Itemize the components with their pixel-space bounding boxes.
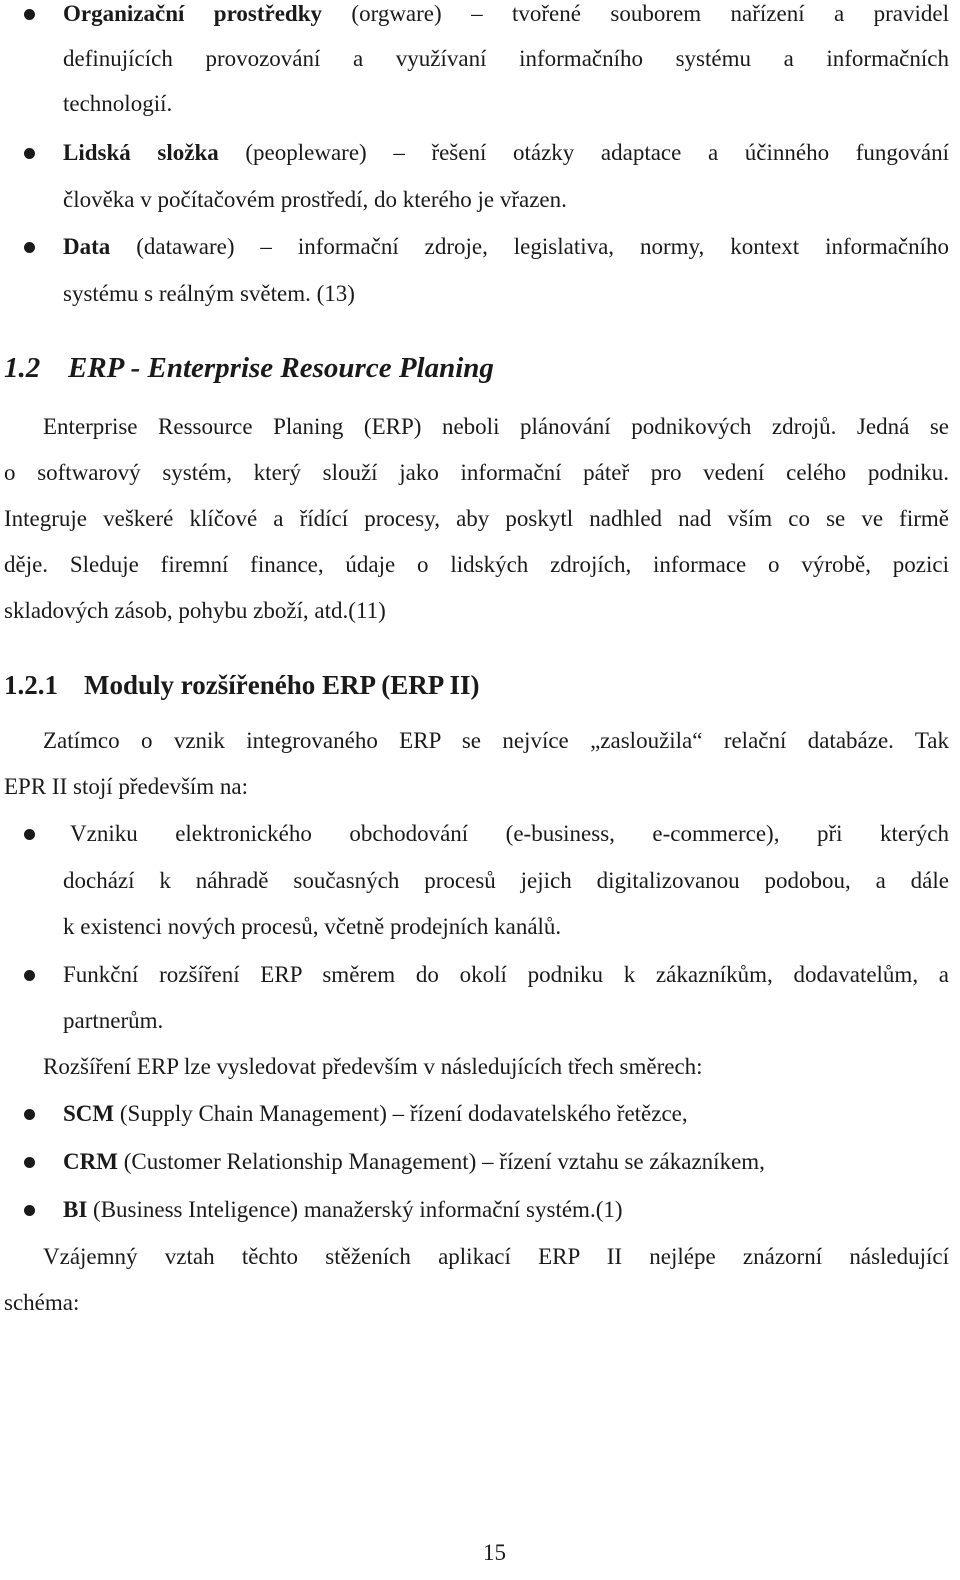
paragraph-line: Enterprise Ressource Planing (ERP) neboli plánování podnikových zdrojů. Jedná se xyxy=(43,414,949,439)
directions-intro: Rozšíření ERP lze vysledovat především v následujících třech směrech: xyxy=(43,1054,703,1079)
section-heading-1-2: 1.2 ERP - Enterprise Resource Planing xyxy=(4,352,494,384)
paragraph-line: skladových zásob, pohybu zboží, atd.(11) xyxy=(4,598,386,623)
paragraph-line: Zatímco o vznik integrovaného ERP se nejvíce „zasloužila“ relační databáze. Tak xyxy=(43,728,949,753)
bullet-extension-line-2: partnerům. xyxy=(63,1008,164,1033)
direction-bi: BI (Business Inteligence) manažerský informační systém.(1) xyxy=(63,1197,623,1222)
bullet-orgware-line-2: definujících provozování a využívaní informačního systému a informačních xyxy=(63,46,949,71)
page-number: 15 xyxy=(483,1540,506,1565)
bullet-orgware-line-3: technologií. xyxy=(63,91,173,116)
bullet-dot xyxy=(24,1157,35,1168)
direction-crm: CRM (Customer Relationship Management) – řízení vztahu se zákazníkem, xyxy=(63,1149,765,1174)
bullet-peopleware-line-2: člověka v počítačovém prostředí, do kterého je vřazen. xyxy=(63,187,567,212)
paragraph-line: EPR II stojí především na: xyxy=(4,774,249,799)
paragraph-line: schéma: xyxy=(4,1290,80,1315)
bullet-dot xyxy=(24,148,35,159)
bullet-dot xyxy=(24,1109,35,1120)
bullet-ebusiness-line-2: dochází k náhradě současných procesů jejich digitalizovanou podobou, a dále xyxy=(63,868,949,893)
bullet-dot xyxy=(24,829,35,840)
bullet-dot xyxy=(24,1205,35,1216)
bullet-data-line-2: systému s reálným světem. (13) xyxy=(63,281,355,306)
paragraph-line: o softwarový systém, který slouží jako informační páteř pro vedení celého podniku. xyxy=(4,460,949,485)
paragraph-line: Vzájemný vztah těchto stěženích aplikací ERP II nejlépe znázorní následující xyxy=(43,1244,949,1269)
paragraph-line: děje. Sleduje firemní finance, údaje o lidských zdrojích, informace o výrobě, pozici xyxy=(4,552,949,577)
direction-scm: SCM (Supply Chain Management) – řízení dodavatelského řetězce, xyxy=(63,1101,688,1126)
bullet-dot xyxy=(24,970,35,981)
bullet-ebusiness-line-3: k existenci nových procesů, včetně prodejních kanálů. xyxy=(63,914,562,939)
bullet-data-line-1: Data (dataware) – informační zdroje, legislativa, normy, kontext informačního xyxy=(63,234,949,259)
bullet-dot xyxy=(24,242,35,253)
bullet-ebusiness-line-1: Vzniku elektronického obchodování (e-business, e-commerce), při kterých xyxy=(70,821,949,846)
bullet-extension-line-1: Funkční rozšíření ERP směrem do okolí podniku k zákazníkům, dodavatelům, a xyxy=(63,962,949,987)
section-heading-1-2-1: 1.2.1 Moduly rozšířeného ERP (ERP II) xyxy=(4,670,480,700)
bullet-dot xyxy=(24,9,35,20)
bullet-orgware-line-1: Organizační prostředky (orgware) – tvořené souborem nařízení a pravidel xyxy=(63,1,949,26)
bullet-peopleware-line-1: Lidská složka (peopleware) – řešení otázky adaptace a účinného fungování xyxy=(63,140,950,165)
paragraph-line: Integruje veškeré klíčové a řídící procesy, aby poskytl nadhled nad vším co se ve firmě xyxy=(4,506,949,531)
